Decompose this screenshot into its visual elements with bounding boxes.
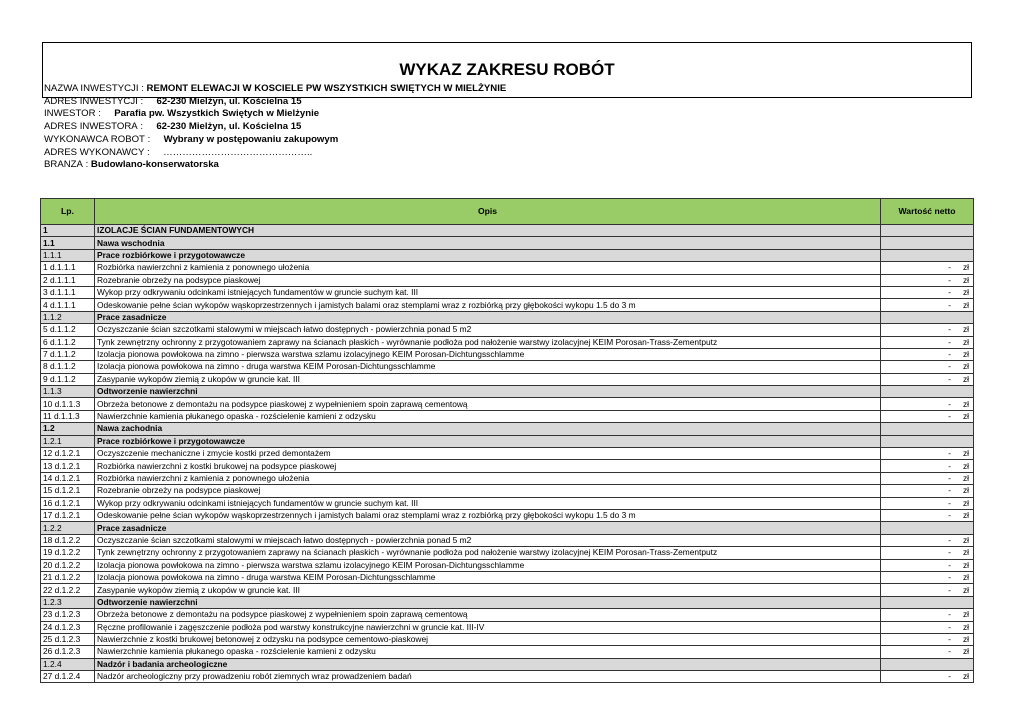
value-dash: - [948, 361, 951, 372]
cell-lp: 16 d.1.2.1 [41, 497, 95, 509]
cell-wartosc [881, 633, 974, 645]
cell-opis: Tynk zewnętrzny ochronny z przygotowaniem zaprawy na ścianach płaskich - wyrównanie podłoża pod nałożenie warstwy izolacyjnej KEIM Porosan-Trass-Zementputz [95, 547, 881, 559]
currency-label: zł [962, 497, 969, 508]
cell-opis: Odtworzenie nawierzchni [95, 596, 881, 608]
info-line [44, 96, 302, 107]
table-group-row [41, 596, 974, 608]
cell-lp: 23 d.1.2.3 [41, 609, 95, 621]
value-dash: - [948, 324, 951, 335]
cell-wartosc [881, 497, 974, 509]
table-row [41, 497, 974, 509]
cell-lp: 6 d.1.1.2 [41, 336, 95, 348]
cell-lp: 1.2.4 [41, 658, 95, 670]
cell-lp: 25 d.1.2.3 [41, 633, 95, 645]
cell-opis: Nadzór i badania archeologiczne [95, 658, 881, 670]
cell-wartosc [881, 348, 974, 360]
cell-lp: 3 d.1.1.1 [41, 286, 95, 298]
cell-opis: Obrzeża betonowe z demontażu na podsypce piaskowej z wypełnieniem spoin zaprawą cementową [95, 398, 881, 410]
cell-opis: Wykop przy odkrywaniu odcinkami istniejących fundamentów w gruncie suchym kat. III [95, 497, 881, 509]
cell-lp: 8 d.1.1.2 [41, 361, 95, 373]
cell-wartosc [881, 336, 974, 348]
value-dash: - [948, 559, 951, 570]
table-row [41, 509, 974, 521]
currency-label: zł [962, 473, 969, 483]
table-row [41, 348, 974, 360]
currency-label: zł [962, 460, 969, 471]
info-label: INWESTOR [44, 108, 96, 119]
cell-opis: Izolacja pionowa powłokowa na zimno - druga warstwa KEIM Porosan-Dichtungsschlamme [95, 361, 881, 373]
cell-wartosc [881, 485, 974, 497]
header-lp: Lp. [41, 199, 95, 225]
table-group-row [41, 386, 974, 398]
cell-wartosc [881, 361, 974, 373]
info-value: 62-230 Mielżyn, ul. Kościelna 15 [156, 96, 302, 107]
table-row [41, 584, 974, 596]
cell-lp: 1.2 [41, 423, 95, 435]
info-line [44, 83, 506, 94]
cell-lp: 20 d.1.2.2 [41, 559, 95, 571]
cell-opis: Nawierzchnie kamienia płukanego opaska - rozścielenie kamieni z odzysku [95, 646, 881, 658]
value-dash: - [948, 299, 951, 310]
currency-label: zł [962, 609, 969, 620]
cell-lp: 1.2.3 [41, 596, 95, 608]
cell-lp: 1 [41, 225, 95, 237]
value-dash: - [948, 460, 951, 471]
currency-label: zł [962, 262, 969, 273]
table-row [41, 324, 974, 336]
cell-lp: 27 d.1.2.4 [41, 671, 95, 683]
info-value: REMONT ELEWACJI W KOSCIELE PW WSZYSTKICH SWIĘTYCH W MIELŻYNIE [146, 83, 507, 94]
cell-opis: Zasypanie wykopów ziemią z ukopów w gruncie kat. III [95, 373, 881, 385]
cell-wartosc [881, 460, 974, 472]
cell-lp: 1.1.3 [41, 386, 95, 398]
cell-opis: Rozbiórka nawierzchni z kamienia z ponownego ułożenia [95, 472, 881, 484]
table-row [41, 485, 974, 497]
info-label: ADRES WYKONAWCY [44, 147, 145, 158]
cell-opis: Rozebranie obrzeży na podsypce piaskowej [95, 274, 881, 286]
currency-label: zł [962, 274, 969, 285]
info-label: NAZWA INWESTYCJI [44, 83, 139, 94]
cell-opis: Odtworzenie nawierzchni [95, 386, 881, 398]
value-dash: - [948, 448, 951, 459]
currency-label: zł [962, 559, 969, 570]
currency-label: zł [962, 299, 969, 310]
cell-lp: 2 d.1.1.1 [41, 274, 95, 286]
table-row [41, 286, 974, 298]
cell-wartosc [881, 534, 974, 546]
cell-wartosc [881, 262, 974, 274]
info-label: WYKONAWCA ROBOT [44, 134, 145, 145]
cell-lp: 26 d.1.2.3 [41, 646, 95, 658]
currency-label: zł [962, 634, 969, 645]
info-value: Parafia pw. Wszystkich Swiętych w Mielżynie [114, 108, 320, 119]
info-value: ……………………………………….. [163, 147, 313, 158]
value-dash: - [948, 349, 951, 360]
cell-lp: 5 d.1.1.2 [41, 324, 95, 336]
value-dash: - [948, 274, 951, 285]
cell-lp: 10 d.1.1.3 [41, 398, 95, 410]
table-row [41, 547, 974, 559]
cell-wartosc [881, 646, 974, 658]
currency-label: zł [962, 547, 969, 558]
cell-wartosc [881, 435, 974, 447]
cell-wartosc [881, 509, 974, 521]
cell-opis: Izolacja pionowa powłokowa na zimno - druga warstwa KEIM Porosan-Dichtungsschlamme [95, 571, 881, 583]
currency-label: zł [962, 324, 969, 335]
info-value: Budowlano-konserwatorska [90, 159, 219, 170]
cell-lp: 19 d.1.2.2 [41, 547, 95, 559]
cell-wartosc [881, 225, 974, 237]
value-dash: - [948, 336, 951, 347]
cell-lp: 9 d.1.1.2 [41, 373, 95, 385]
table-group-row [41, 237, 974, 249]
cell-lp: 1.1.2 [41, 311, 95, 323]
value-dash: - [948, 287, 951, 298]
table-row [41, 336, 974, 348]
cell-lp: 1.1.1 [41, 249, 95, 261]
cell-opis: Odeskowanie pełne ścian wykopów wąskoprzestrzennych i jamistych balami oraz stemplami wraz z rozbiórką przy głębokości wykopu 1.5 do 3 m [95, 299, 881, 311]
works-table [40, 198, 974, 683]
cell-lp: 13 d.1.2.1 [41, 460, 95, 472]
value-dash: - [948, 584, 951, 595]
cell-lp: 1.1 [41, 237, 95, 249]
cell-wartosc [881, 324, 974, 336]
currency-label: zł [962, 671, 969, 682]
value-dash: - [948, 534, 951, 545]
cell-opis: Nawierzchnie z kostki brukowej betonowej z odzysku na podsypce cementowo-piaskowej [95, 633, 881, 645]
cell-opis: Nawa wschodnia [95, 237, 881, 249]
value-dash: - [948, 485, 951, 496]
info-line [44, 159, 219, 170]
cell-wartosc [881, 658, 974, 670]
cell-opis: Izolacja pionowa powłokowa na zimno - pierwsza warstwa szlamu izolacyjnego KEIM Porosan-Dichtungsschlamme [95, 559, 881, 571]
cell-wartosc [881, 621, 974, 633]
currency-label: zł [962, 572, 969, 583]
info-label: ADRES INWESTYCJI [44, 96, 138, 107]
value-dash: - [948, 621, 951, 632]
cell-wartosc [881, 559, 974, 571]
currency-label: zł [962, 584, 969, 595]
value-dash: - [948, 634, 951, 645]
cell-opis: Oczyszczanie ścian szczotkami stalowymi w miejscach łatwo dostępnych - powierzchnia ponad 5 m2 [95, 324, 881, 336]
cell-wartosc [881, 596, 974, 608]
cell-lp: 14 d.1.2.1 [41, 472, 95, 484]
table-header-row [41, 199, 974, 225]
cell-wartosc [881, 274, 974, 286]
cell-wartosc [881, 286, 974, 298]
table-row [41, 633, 974, 645]
cell-opis: Obrzeża betonowe z demontażu na podsypce piaskowej z wypełnieniem spoin zaprawą cementową [95, 609, 881, 621]
cell-wartosc [881, 571, 974, 583]
table-group-row [41, 423, 974, 435]
info-separator: : [144, 147, 164, 158]
cell-lp: 21 d.1.2.2 [41, 571, 95, 583]
value-dash: - [948, 510, 951, 521]
cell-opis: IZOLACJE ŚCIAN FUNDAMENTOWYCH [95, 225, 881, 237]
table-row [41, 621, 974, 633]
info-line [44, 121, 301, 132]
cell-opis: Wykop przy odkrywaniu odcinkami istniejących fundamentów w gruncie suchym kat. III [95, 286, 881, 298]
cell-lp: 12 d.1.2.1 [41, 448, 95, 460]
table-row [41, 559, 974, 571]
table-row [41, 472, 974, 484]
table-row [41, 571, 974, 583]
table-row [41, 373, 974, 385]
currency-label: zł [962, 485, 969, 496]
info-separator: : [137, 121, 157, 132]
currency-label: zł [962, 349, 969, 360]
table-row [41, 534, 974, 546]
currency-label: zł [962, 448, 969, 459]
table-row [41, 646, 974, 658]
value-dash: - [948, 547, 951, 558]
info-line [44, 147, 312, 158]
value-dash: - [948, 497, 951, 508]
table-group-row [41, 311, 974, 323]
cell-opis: Nawa zachodnia [95, 423, 881, 435]
table-row [41, 398, 974, 410]
cell-lp: 1.2.1 [41, 435, 95, 447]
cell-wartosc [881, 423, 974, 435]
cell-wartosc [881, 522, 974, 534]
cell-wartosc [881, 311, 974, 323]
cell-wartosc [881, 398, 974, 410]
value-dash: - [948, 373, 951, 384]
cell-opis: Ręczne profilowanie i zagęszczenie podłoża pod warstwy konstrukcyjne nawierzchni w gruncie kat. III-IV [95, 621, 881, 633]
cell-opis: Prace rozbiórkowe i przygotowawcze [95, 249, 881, 261]
currency-label: zł [962, 336, 969, 347]
table-row [41, 448, 974, 460]
value-dash: - [948, 473, 951, 483]
currency-label: zł [962, 373, 969, 384]
cell-lp: 24 d.1.2.3 [41, 621, 95, 633]
cell-wartosc [881, 249, 974, 261]
table-group-row [41, 249, 974, 261]
info-label: ADRES INWESTORA [44, 121, 138, 132]
cell-wartosc [881, 472, 974, 484]
currency-label: zł [962, 398, 969, 409]
cell-lp: 18 d.1.2.2 [41, 534, 95, 546]
cell-wartosc [881, 448, 974, 460]
currency-label: zł [962, 411, 969, 422]
table-body [41, 225, 974, 683]
table-row [41, 460, 974, 472]
table-row [41, 299, 974, 311]
cell-wartosc [881, 547, 974, 559]
cell-lp: 15 d.1.2.1 [41, 485, 95, 497]
value-dash: - [948, 646, 951, 657]
table-row [41, 361, 974, 373]
cell-wartosc [881, 609, 974, 621]
info-separator: : [137, 96, 157, 107]
currency-label: zł [962, 361, 969, 372]
cell-lp: 7 d.1.1.2 [41, 348, 95, 360]
cell-opis: Nadzór archeologiczny przy prowadzeniu robót ziemnych wraz prowadzeniem badań [95, 671, 881, 683]
cell-wartosc [881, 237, 974, 249]
cell-lp: 17 d.1.2.1 [41, 509, 95, 521]
info-separator: : [95, 108, 115, 119]
cell-opis: Nawierzchnie kamienia płukanego opaska - rozścielenie kamieni z odzysku [95, 410, 881, 422]
document-title: WYKAZ ZAKRESU ROBÓT [42, 42, 972, 98]
currency-label: zł [962, 621, 969, 632]
value-dash: - [948, 572, 951, 583]
cell-opis: Oczyszczanie ścian szczotkami stalowymi w miejscach łatwo dostępnych - powierzchnia ponad 5 m2 [95, 534, 881, 546]
info-line [44, 108, 319, 119]
info-separator: : [82, 159, 91, 170]
currency-label: zł [962, 646, 969, 657]
cell-wartosc [881, 671, 974, 683]
cell-opis: Izolacja pionowa powłokowa na zimno - pierwsza warstwa szlamu izolacyjnego KEIM Porosan-Dichtungsschlamme [95, 348, 881, 360]
cell-opis: Rozbiórka nawierzchni z kamienia z ponownego ułożenia [95, 262, 881, 274]
info-separator: : [138, 83, 147, 94]
table-group-row [41, 225, 974, 237]
value-dash: - [948, 411, 951, 422]
info-value: Wybrany w postępowaniu zakupowym [163, 134, 339, 145]
info-label: BRANZA [44, 159, 83, 170]
table-group-row [41, 435, 974, 447]
table-row [41, 262, 974, 274]
header-wartosc: Wartość netto [881, 199, 974, 225]
cell-opis: Prace rozbiórkowe i przygotowawcze [95, 435, 881, 447]
cell-opis: Prace zasadnicze [95, 311, 881, 323]
info-value: 62-230 Mielżyn, ul. Kościelna 15 [156, 121, 302, 132]
cell-opis: Prace zasadnicze [95, 522, 881, 534]
info-line [44, 134, 338, 145]
table-row [41, 410, 974, 422]
info-separator: : [144, 134, 164, 145]
cell-wartosc [881, 299, 974, 311]
cell-opis: Oczyszczenie mechaniczne i zmycie kostki przed demontażem [95, 448, 881, 460]
cell-opis: Rozbiórka nawierzchni z kostki brukowej na podsypce piaskowej [95, 460, 881, 472]
cell-lp: 4 d.1.1.1 [41, 299, 95, 311]
currency-label: zł [962, 534, 969, 545]
cell-opis: Zasypanie wykopów ziemią z ukopów w gruncie kat. III [95, 584, 881, 596]
cell-opis: Tynk zewnętrzny ochronny z przygotowaniem zaprawy na ścianach płaskich - wyrównanie podłoża pod nałożenie warstwy izolacyjnej KEIM Porosan-Trass-Zementputz [95, 336, 881, 348]
table-row [41, 274, 974, 286]
value-dash: - [948, 398, 951, 409]
table-group-row [41, 522, 974, 534]
cell-wartosc [881, 584, 974, 596]
value-dash: - [948, 671, 951, 682]
table-row [41, 609, 974, 621]
cell-opis: Rozebranie obrzeży na podsypce piaskowej [95, 485, 881, 497]
cell-lp: 1.2.2 [41, 522, 95, 534]
cell-wartosc [881, 386, 974, 398]
header-opis: Opis [95, 199, 881, 225]
cell-wartosc [881, 410, 974, 422]
cell-opis: Odeskowanie pełne ścian wykopów wąskoprzestrzennych i jamistych balami oraz stemplami wraz z rozbiórką przy głębokości wykopu 1.5 do 3 m [95, 509, 881, 521]
cell-lp: 11 d.1.1.3 [41, 410, 95, 422]
value-dash: - [948, 262, 951, 273]
table-row [41, 671, 974, 683]
value-dash: - [948, 609, 951, 620]
cell-lp: 22 d.1.2.2 [41, 584, 95, 596]
cell-wartosc [881, 373, 974, 385]
currency-label: zł [962, 287, 969, 298]
table-group-row [41, 658, 974, 670]
cell-lp: 1 d.1.1.1 [41, 262, 95, 274]
currency-label: zł [962, 510, 969, 521]
